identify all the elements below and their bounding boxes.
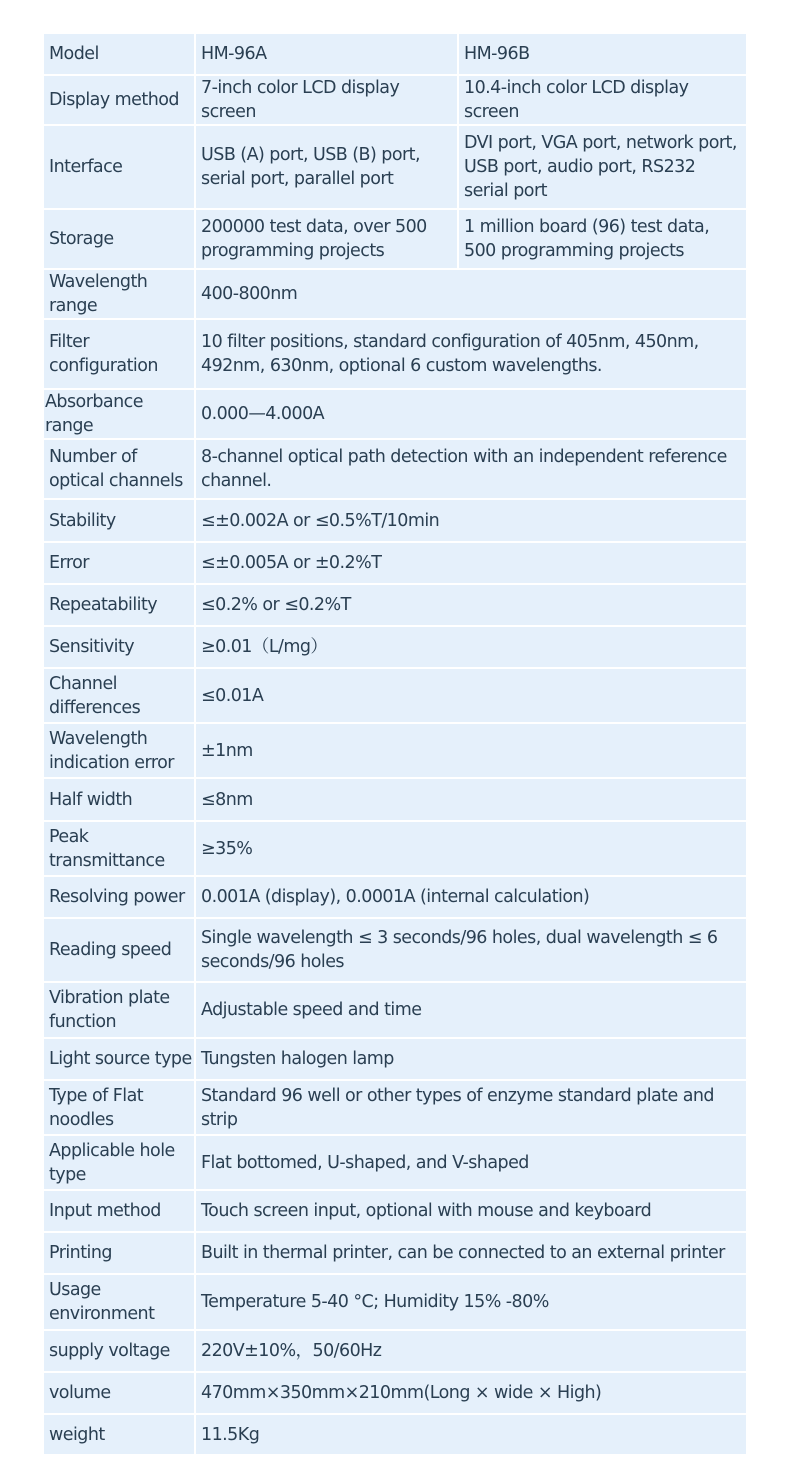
table-row (44, 1414, 746, 1454)
table-row (44, 439, 746, 499)
row-value: 10 filter positions, standard configuration of 405nm, 450nm, 492nm, 630nm, optional 6 custom wavelengths. (195, 319, 746, 389)
row-value: 470mm×350mm×210mm(Long × wide × High) (195, 1372, 746, 1414)
table-row (44, 626, 746, 668)
row-label: weight (44, 1414, 195, 1454)
table-row (44, 982, 746, 1038)
row-value: 400-800nm (195, 269, 746, 319)
table-row (44, 1135, 746, 1190)
row-label: Sensitivity (44, 626, 195, 668)
row-value: ±1nm (195, 723, 746, 778)
row-value: 8-channel optical path detection with an independent reference channel. (195, 439, 746, 499)
row-value: 0.001A (display), 0.0001A (internal calculation) (195, 876, 746, 918)
row-label: Display method (44, 75, 195, 125)
table-row (44, 1232, 746, 1274)
table-row (44, 269, 746, 319)
row-label: Interface (44, 125, 195, 209)
row-value: Standard 96 well or other types of enzyme standard plate and strip (195, 1080, 746, 1135)
row-label: Repeatability (44, 584, 195, 626)
row-label: volume (44, 1372, 195, 1414)
table-row (44, 918, 746, 982)
row-label: Model (44, 34, 195, 75)
table-row (44, 499, 746, 542)
row-value: ≤8nm (195, 778, 746, 821)
row-value: ≥0.01（L/mg） (195, 626, 746, 668)
table-row-model (44, 34, 746, 75)
table-row (44, 668, 746, 723)
table-row-display-method (44, 75, 746, 125)
table-row (44, 1330, 746, 1372)
table-row (44, 1190, 746, 1232)
table-row (44, 723, 746, 778)
model-a-value: 7-inch color LCD display screen (195, 75, 458, 125)
row-value: ≥35% (195, 821, 746, 876)
row-value: ≤0.01A (195, 668, 746, 723)
row-label: Wavelength range (44, 269, 195, 319)
row-label: Error (44, 542, 195, 584)
row-label: Channel differences (44, 668, 195, 723)
row-label: Peak transmittance (44, 821, 195, 876)
model-b-header: HM-96B (458, 34, 746, 75)
row-label: Stability (44, 499, 195, 542)
row-value: Tungsten halogen lamp (195, 1038, 746, 1080)
row-label: Resolving power (44, 876, 195, 918)
table-row (44, 1038, 746, 1080)
row-label: Printing (44, 1232, 195, 1274)
row-label: Filter configuration (44, 319, 195, 389)
row-label: Type of Flat noodles (44, 1080, 195, 1135)
row-label: Applicable hole type (44, 1135, 195, 1190)
row-value: 220V±10%，50/60Hz (195, 1330, 746, 1372)
row-label: supply voltage (44, 1330, 195, 1372)
model-b-value: DVI port, VGA port, network port, USB port, audio port, RS232 serial port (458, 125, 746, 209)
spec-table (44, 34, 746, 1454)
table-row (44, 1372, 746, 1414)
row-value: ≤±0.002A or ≤0.5%T/10min (195, 499, 746, 542)
table-row (44, 584, 746, 626)
table-row (44, 542, 746, 584)
row-value: Touch screen input, optional with mouse and keyboard (195, 1190, 746, 1232)
table-row (44, 778, 746, 821)
model-a-header: HM-96A (195, 34, 458, 75)
table-row (44, 1274, 746, 1330)
row-value: Temperature 5-40 °C; Humidity 15% -80% (195, 1274, 746, 1330)
row-value: Flat bottomed, U-shaped, and V-shaped (195, 1135, 746, 1190)
row-value: 0.000—4.000A (195, 389, 746, 439)
model-b-value: 1 million board (96) test data, 500 programming projects (458, 209, 746, 269)
row-label: Wavelength indication error (44, 723, 195, 778)
table-row (44, 389, 746, 439)
row-value: Single wavelength ≤ 3 seconds/96 holes, dual wavelength ≤ 6 seconds/96 holes (195, 918, 746, 982)
row-value: ≤0.2% or ≤0.2%T (195, 584, 746, 626)
row-label: Storage (44, 209, 195, 269)
row-value: 11.5Kg (195, 1414, 746, 1454)
row-value: Adjustable speed and time (195, 982, 746, 1038)
row-label: Reading speed (44, 918, 195, 982)
model-a-value: USB (A) port, USB (B) port, serial port, parallel port (195, 125, 458, 209)
row-value: ≤±0.005A or ±0.2%T (195, 542, 746, 584)
model-a-value: 200000 test data, over 500 programming projects (195, 209, 458, 269)
table-row-storage (44, 209, 746, 269)
row-label: Usage environment (44, 1274, 195, 1330)
row-label: Light source type (44, 1038, 195, 1080)
table-row (44, 1080, 746, 1135)
table-row-interface (44, 125, 746, 209)
spec-table-frame (44, 34, 746, 1445)
row-label: Vibration plate function (44, 982, 195, 1038)
table-row (44, 876, 746, 918)
row-value: Built in thermal printer, can be connected to an external printer (195, 1232, 746, 1274)
row-label: Half width (44, 778, 195, 821)
table-row (44, 319, 746, 389)
row-label: Input method (44, 1190, 195, 1232)
table-row (44, 821, 746, 876)
row-label: Absorbance range (44, 389, 195, 439)
model-b-value: 10.4-inch color LCD display screen (458, 75, 746, 125)
row-label: Number of optical channels (44, 439, 195, 499)
